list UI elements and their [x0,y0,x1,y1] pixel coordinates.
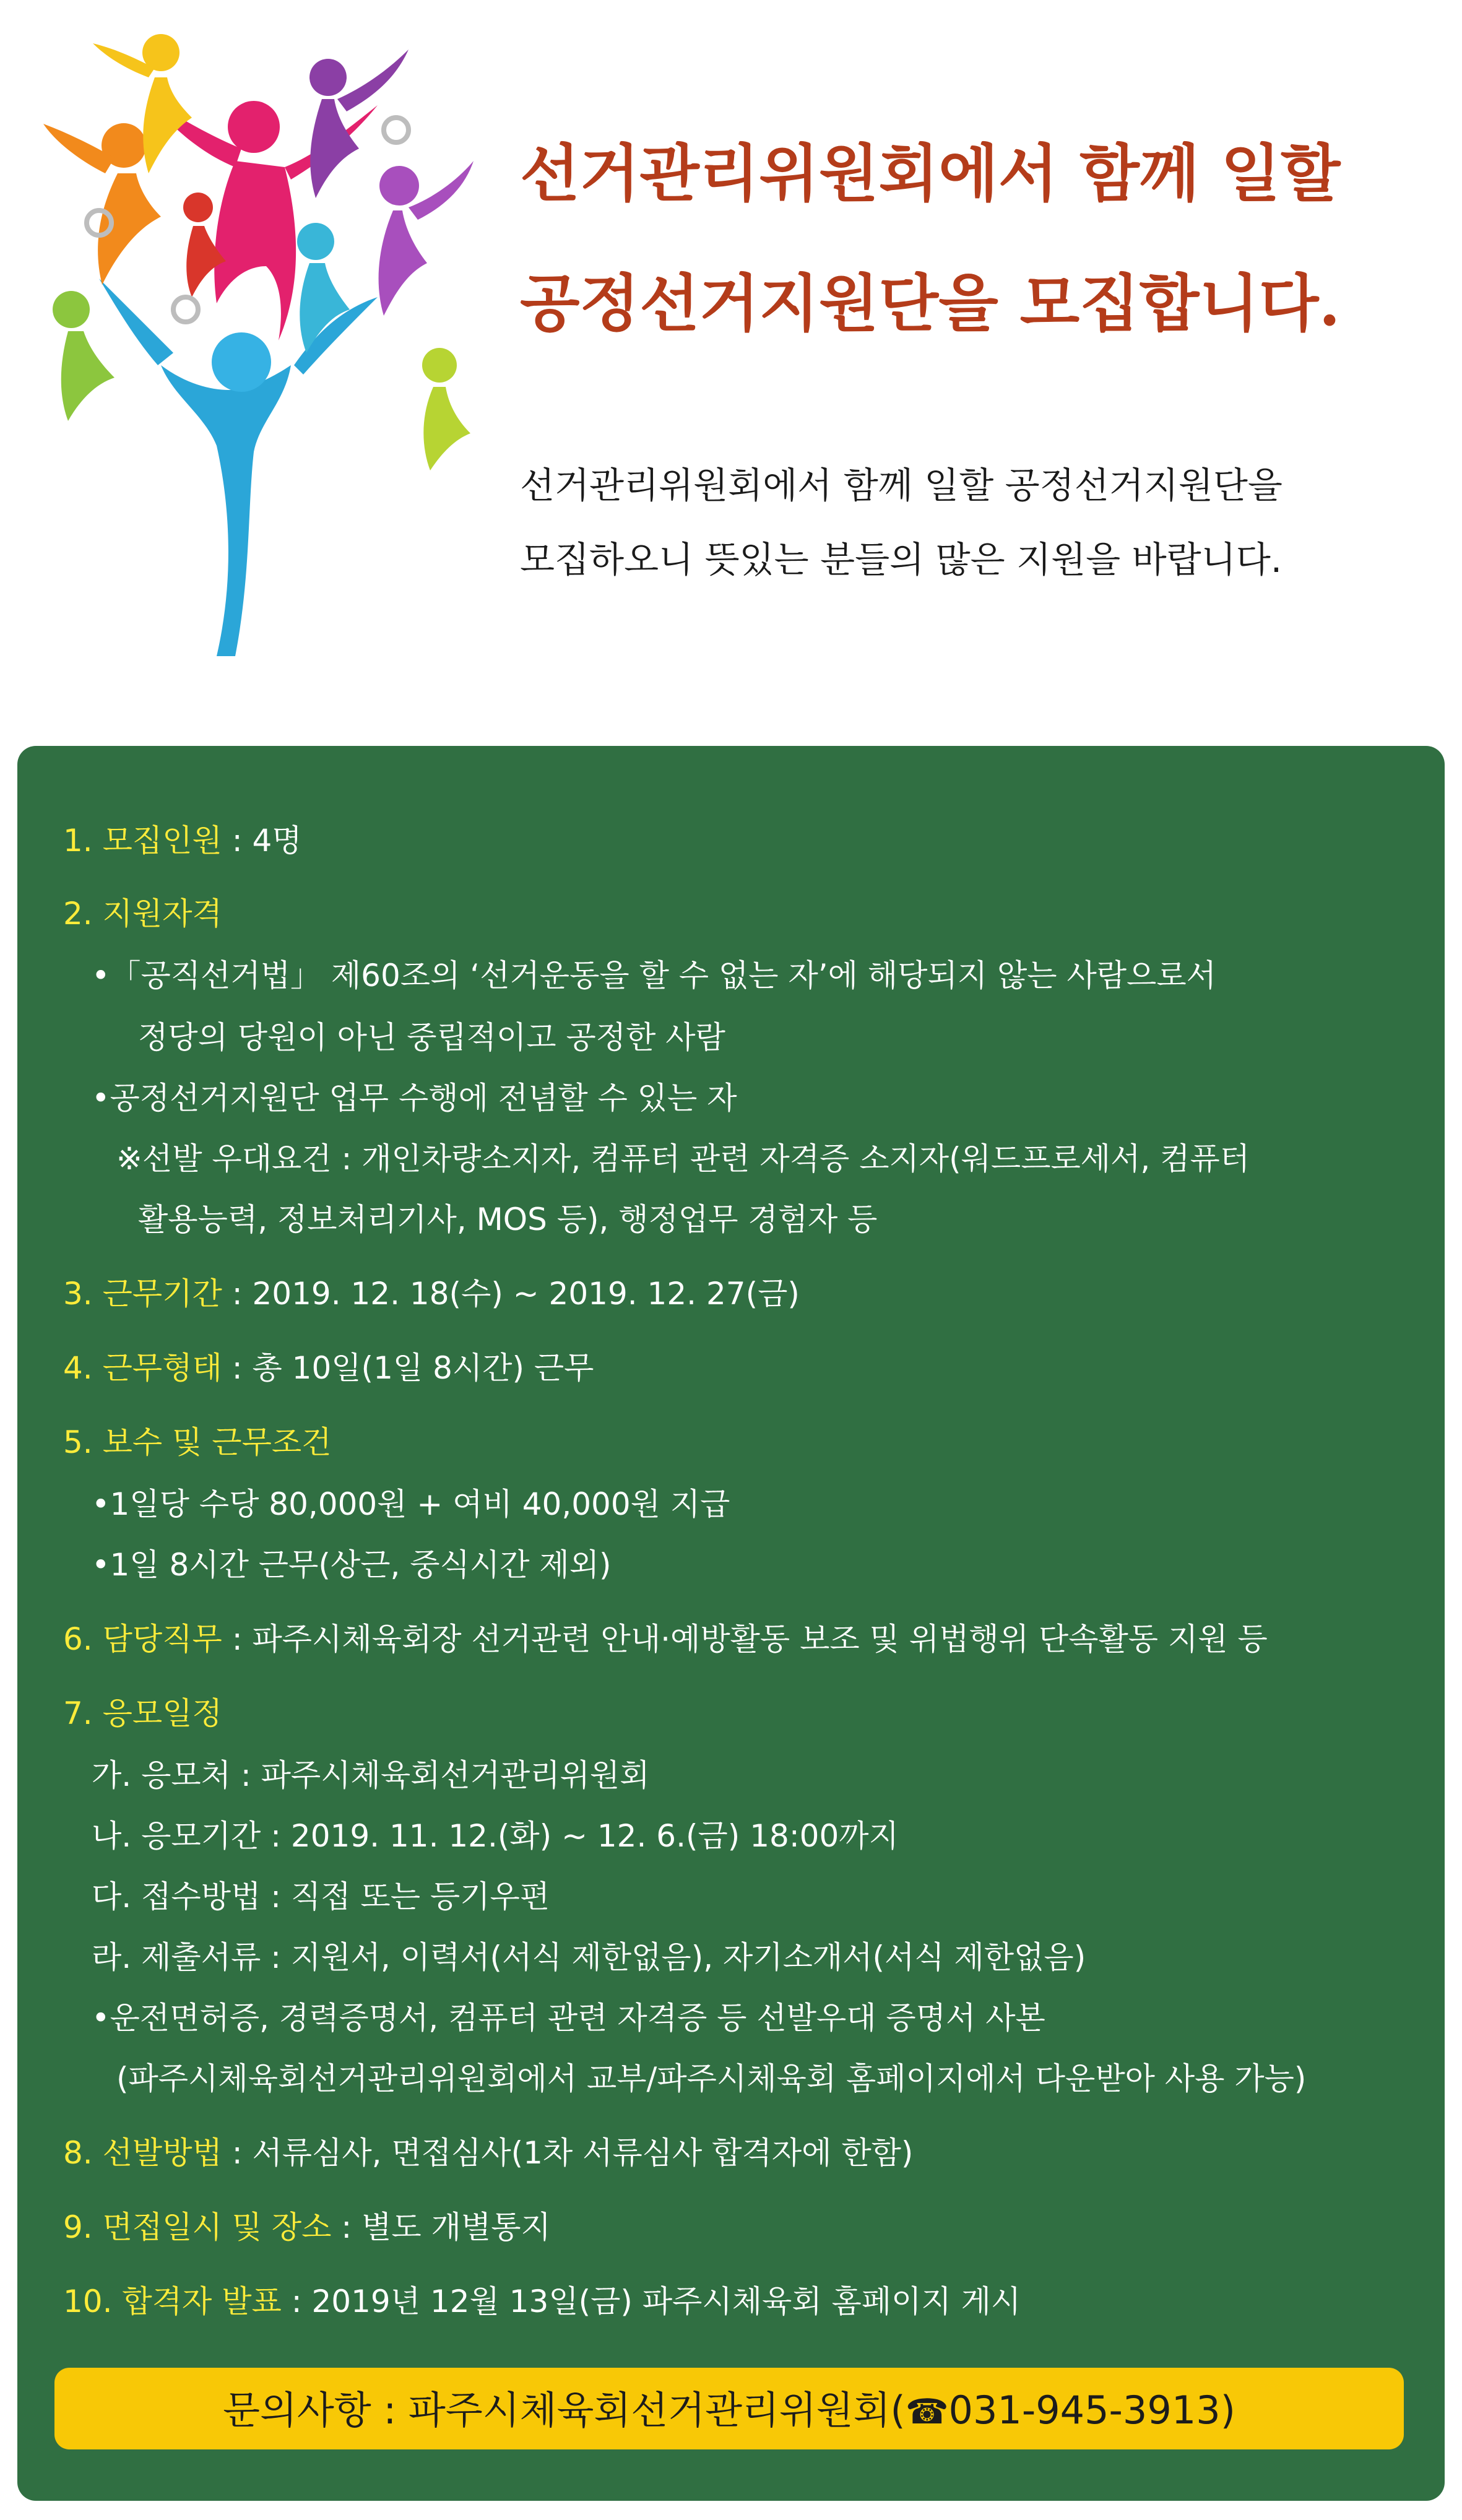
contact-text [54,2388,1404,2433]
qualification-bullet-2: •공정선거지원단 업무 수행에 전념할 수 있는 자 [92,1080,737,1116]
qualification-note: ※선발 우대요건 : 개인차량소지자, 컴퓨터 관련 자격증 소지자(워드프로세서, 컴퓨터 [116,1141,1250,1177]
section-value: : 2019. 12. 18(수) ~ 2019. 12. 27(금) [222,1276,800,1312]
pay-bullet-2: •1일 8시간 근무(상근, 중식시간 제외) [92,1547,612,1583]
recruitment-details-panel [17,746,1445,2501]
schedule-item-b: 나. 응모기간 : 2019. 11. 12.(화) ~ 12. 6.(금) 18:00까지 [92,1818,899,1854]
phone-icon: ☎ [905,2392,949,2432]
section-pay-title: 5. 보수 및 근무조건 [63,1424,332,1460]
pay-bullet-1: •1일당 수당 80,000원 + 여비 40,000원 지급 [92,1486,730,1522]
section-qualification-title: 2. 지원자격 [63,896,222,932]
contact-close: ) [1220,2388,1235,2433]
section-value: : 별도 개별통지 [331,2209,551,2245]
section-label: 1. 모집인원 [63,823,222,859]
schedule-item-e: •운전면허증, 경력증명서, 컴퓨터 관련 자격증 등 선발우대 증명서 사본 [92,2000,1045,2036]
people-tree-icon [43,34,474,656]
section-work-period [63,1276,800,1312]
section-label: 4. 근무형태 [63,1350,222,1386]
contact-bar [54,2368,1404,2449]
section-value: : 서류심사, 면접심사(1차 서류심사 합격자에 한함) [222,2135,914,2171]
schedule-item-c: 다. 접수방법 : 직접 또는 등기우편 [92,1879,550,1915]
schedule-item-f: (파주시체육회선거관리위원회에서 교부/파주시체육회 홈페이지에서 다운받아 사용 가능) [116,2061,1307,2097]
intro-line-1: 선거관리위원회에서 함께 일할 공정선거지원단을 [520,464,1282,506]
section-label: 10. 합격자 발표 [63,2284,282,2319]
intro-line-2: 모집하오니 뜻있는 분들의 많은 지원을 바랍니다. [520,539,1282,581]
section-value: : 4명 [222,823,302,859]
section-label: 9. 면접일시 및 장소 [63,2209,332,2245]
people-tree-logo [31,19,483,669]
section-recruit-count [63,823,302,859]
section-interview [63,2209,551,2245]
headline-line-2: 공정선거지원단을 모집합니다. [520,267,1341,340]
headline-line-1: 선거관리위원회에서 함께 일할 [520,137,1341,210]
section-schedule-title: 7. 응모일정 [63,1695,222,1731]
qualification-note-cont: 활용능력, 정보처리기사, MOS 등), 행정업무 경험자 등 [138,1202,878,1237]
qualification-bullet-1: •「공직선거법」 제60조의 ‘선거운동을 할 수 없는 자’에 해당되지 않는 사람으로서 [92,958,1216,994]
section-value: : 2019년 12월 13일(금) 파주시체육회 홈페이지 게시 [281,2284,1021,2319]
section-work-type [63,1350,594,1386]
schedule-item-a: 가. 응모처 : 파주시체육회선거관리위원회 [92,1757,650,1793]
section-value: : 총 10일(1일 8시간) 근무 [222,1350,594,1386]
contact-label: 문의사항 : 파주시체육회선거관리위원회( [223,2388,906,2433]
schedule-item-d: 라. 제출서류 : 지원서, 이력서(서식 제한없음), 자기소개서(서식 제한없음) [92,1939,1086,1975]
contact-phone[interactable]: 031-945-3913 [948,2388,1221,2433]
section-label: 8. 선발방법 [63,2135,222,2171]
qualification-bullet-1-cont: 정당의 당원이 아닌 중립적이고 공정한 사람 [138,1020,725,1055]
section-value: : 파주시체육회장 선거관련 안내·예방활동 보조 및 위법행위 단속활동 지원 등 [222,1621,1268,1657]
section-label: 3. 근무기간 [63,1276,222,1312]
section-label: 6. 담당직무 [63,1621,222,1657]
section-announcement [63,2286,1021,2317]
section-selection-method [63,2135,914,2171]
section-duties [63,1621,1268,1657]
